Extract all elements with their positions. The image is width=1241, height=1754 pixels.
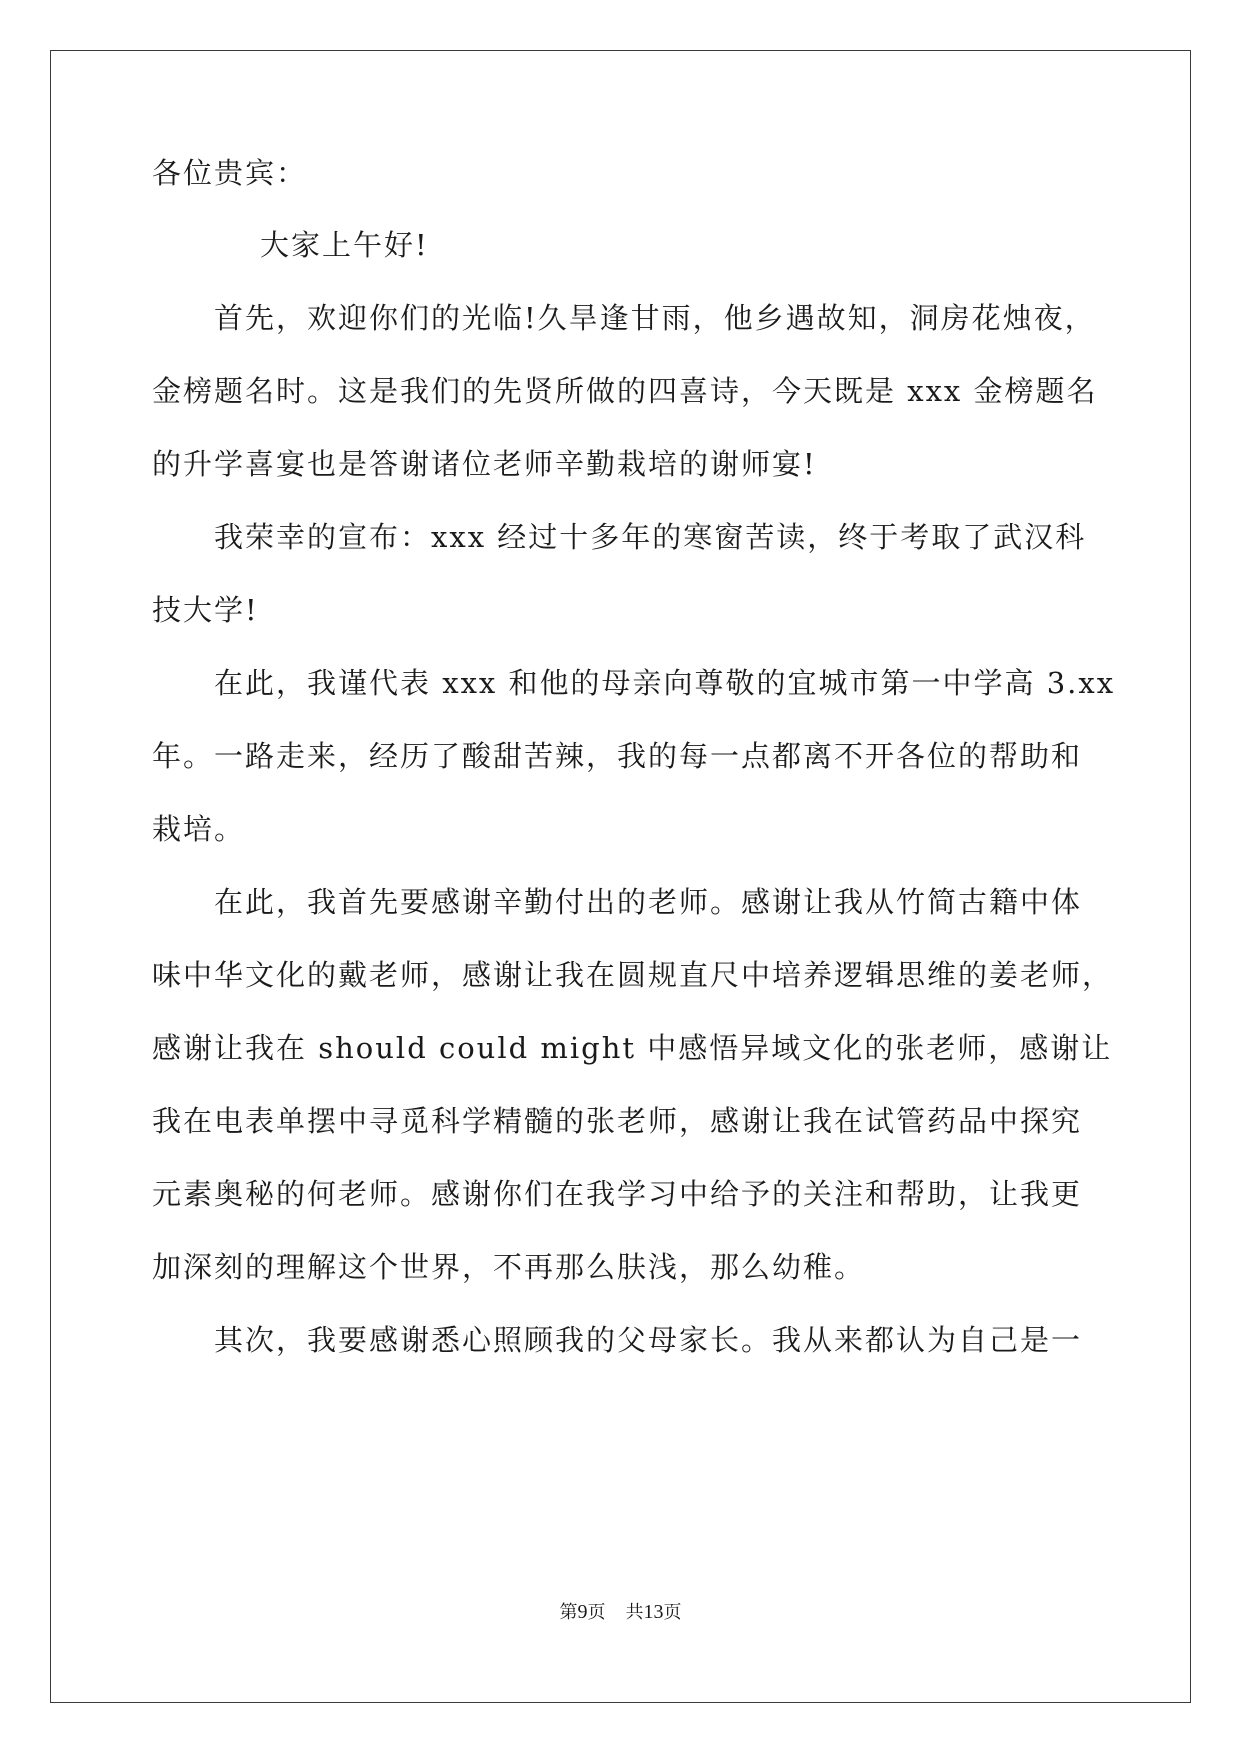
total-prefix: 共 bbox=[625, 1602, 644, 1623]
paragraph-line: 金榜题名时。这是我们的先贤所做的四喜诗，今天既是 xxx 金榜题名 bbox=[152, 374, 1098, 408]
paragraph-line: 我在电表单摆中寻觅科学精髓的张老师，感谢让我在试管药品中探究 bbox=[152, 1104, 1083, 1138]
paragraph-line: 在此，我首先要感谢辛勤付出的老师。感谢让我从竹简古籍中体 bbox=[214, 885, 1083, 919]
greeting: 大家上午好! bbox=[260, 228, 429, 262]
paragraph-line: 首先，欢迎你们的光临!久旱逢甘雨，他乡遇故知，洞房花烛夜， bbox=[214, 301, 1096, 335]
paragraph-line: 栽培。 bbox=[152, 812, 246, 846]
page-footer bbox=[0, 1600, 1241, 1625]
paragraph-line: 感谢让我在 should could might 中感悟异域文化的张老师，感谢让 bbox=[152, 1031, 1113, 1065]
page-total: 13 bbox=[643, 1601, 664, 1623]
paragraph-line: 加深刻的理解这个世界，不再那么肤浅，那么幼稚。 bbox=[152, 1250, 866, 1284]
page-suffix: 页 bbox=[587, 1602, 606, 1623]
total-suffix: 页 bbox=[663, 1602, 682, 1623]
paragraph-line: 我荣幸的宣布：xxx 经过十多年的寒窗苦读，终于考取了武汉科 bbox=[214, 520, 1087, 554]
page-current: 9 bbox=[577, 1601, 588, 1623]
paragraph-line: 味中华文化的戴老师，感谢让我在圆规直尺中培养逻辑思维的姜老师， bbox=[152, 958, 1114, 992]
paragraph-line: 在此，我谨代表 xxx 和他的母亲向尊敬的宜城市第一中学高 3.xx bbox=[214, 666, 1116, 700]
paragraph-line: 其次，我要感谢悉心照顾我的父母家长。我从来都认为自己是一 bbox=[214, 1323, 1083, 1357]
paragraph-line: 年。一路走来，经历了酸甜苦辣，我的每一点都离不开各位的帮助和 bbox=[152, 739, 1083, 773]
paragraph-line: 的升学喜宴也是答谢诸位老师辛勤栽培的谢师宴! bbox=[152, 447, 817, 481]
paragraph-line: 技大学! bbox=[152, 593, 259, 627]
salutation: 各位贵宾： bbox=[152, 156, 308, 190]
paragraph-line: 元素奥秘的何老师。感谢你们在我学习中给予的关注和帮助，让我更 bbox=[152, 1177, 1083, 1211]
page-prefix: 第 bbox=[559, 1602, 578, 1623]
